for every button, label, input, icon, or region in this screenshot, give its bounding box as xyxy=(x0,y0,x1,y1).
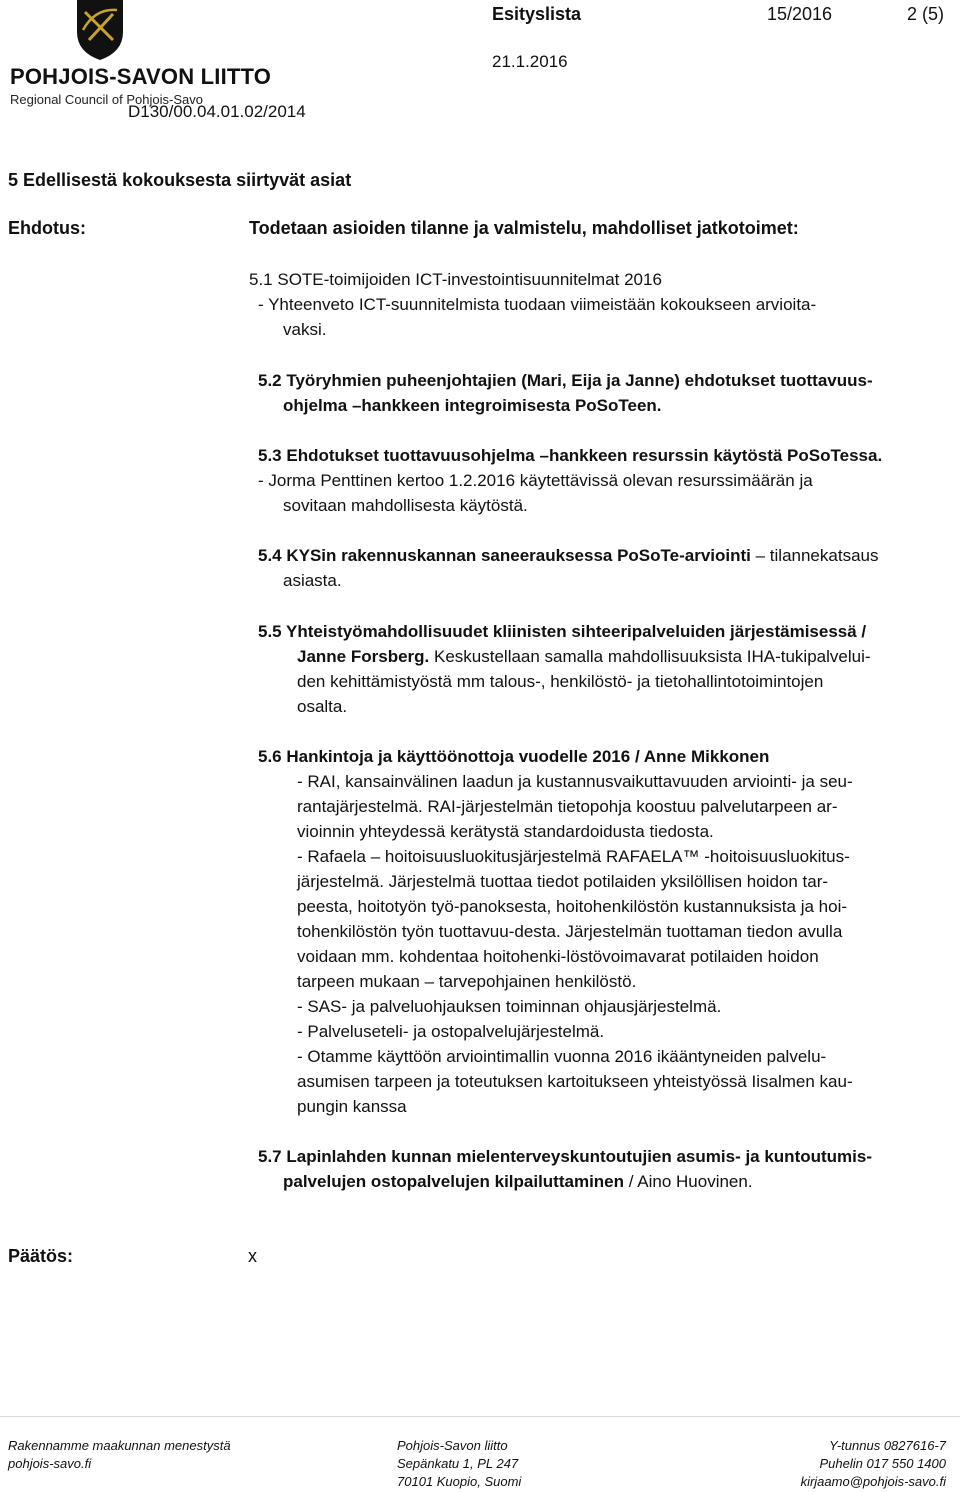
decision-value: x xyxy=(248,1246,257,1266)
item-5-4-title-bold: 5.4 KYSin rakennuskannan saneerauksessa PoSoTe-arviointi xyxy=(258,546,751,565)
footer-email: kirjaamo@pohjois-savo.fi xyxy=(800,1474,946,1489)
doc-ref: 15/2016 xyxy=(767,4,833,24)
item-5-3-line: - Jorma Penttinen kertoo 1.2.2016 käytettävissä olevan resurssimäärän ja xyxy=(258,471,813,490)
item-5-6-line: vioinnin yhteydessä kerätystä standardoidusta tiedosta. xyxy=(297,822,714,841)
item-5-6-line: asumisen tarpeen ja toteutuksen kartoitukseen yhteistyössä Iisalmen kau- xyxy=(297,1072,853,1091)
item-5-1-title: 5.1 SOTE-toimijoiden ICT-investointisuunnitelmat 2016 xyxy=(249,270,662,289)
item-5-5-line: osalta. xyxy=(297,697,348,716)
item-5-6-line: peesta, hoitotyön työ-panoksesta, hoitohenkilöstön kustannuksista ja hoi- xyxy=(297,897,848,916)
org-subtitle: Regional Council of Pohjois-Savo xyxy=(10,92,203,107)
item-5-6-line: järjestelmä. Järjestelmä tuottaa tiedot potilaiden yksilöllisen hoidon tar- xyxy=(297,872,829,891)
item-5-5-person: Janne Forsberg. xyxy=(297,647,430,666)
item-5-1-line: vaksi. xyxy=(283,320,327,339)
item-5-7-person: / Aino Huovinen. xyxy=(624,1172,753,1191)
item-5-3-title: 5.3 Ehdotukset tuottavuusohjelma –hankkeen resurssin käytöstä PoSoTessa. xyxy=(258,446,883,465)
item-5-7-title-bold: palvelujen ostopalvelujen kilpailuttaminen xyxy=(283,1172,625,1191)
org-name: POHJOIS-SAVON LIITTO xyxy=(10,64,272,89)
proposal-text: Todetaan asioiden tilanne ja valmistelu, mahdolliset jatkotoimet: xyxy=(249,218,799,238)
item-5-2-title: ohjelma –hankkeen integroimisesta PoSoTeen. xyxy=(283,396,662,415)
footer-divider xyxy=(0,1416,960,1417)
item-5-6-line: - Rafaela – hoitoisuusluokitusjärjestelmä RAFAELA™ -hoitoisuusluokitus- xyxy=(297,847,850,866)
item-5-6-line: tarpeen mukaan – tarvepohjainen henkilöstö. xyxy=(297,972,637,991)
doc-title: Esityslista xyxy=(492,4,582,24)
footer-phone: Puhelin 017 550 1400 xyxy=(819,1456,946,1471)
item-5-6-line: pungin kanssa xyxy=(297,1097,407,1116)
doc-date: 21.1.2016 xyxy=(492,52,568,71)
item-5-7-line xyxy=(283,1170,753,1194)
item-5-5-line xyxy=(297,645,871,669)
footer-address: Sepänkatu 1, PL 247 xyxy=(397,1456,519,1471)
footer-website: pohjois-savo.fi xyxy=(8,1456,92,1471)
page-number: 2 (5) xyxy=(907,4,945,24)
proposal-label: Ehdotus: xyxy=(8,218,86,238)
footer-slogan: Rakennamme maakunnan menestystä xyxy=(8,1438,231,1453)
section-title: 5 Edellisestä kokouksesta siirtyvät asiat xyxy=(8,170,352,190)
item-5-2-title: 5.2 Työryhmien puheenjohtajien (Mari, Eija ja Janne) ehdotukset tuottavuus- xyxy=(258,371,873,390)
footer-business-id: Y-tunnus 0827616-7 xyxy=(829,1438,946,1453)
item-5-3-line: sovitaan mahdollisesta käytöstä. xyxy=(283,496,528,515)
item-5-6-line: tohenkilöstön työn tuottavuu-desta. Järjestelmän tuottaman tiedon avulla xyxy=(297,922,843,941)
item-5-7-title: 5.7 Lapinlahden kunnan mielenterveyskuntoutujien asumis- ja kuntoutumis- xyxy=(258,1147,873,1166)
item-5-4-title xyxy=(258,544,878,568)
decision-label: Päätös: xyxy=(8,1246,74,1266)
item-5-6-line: rantajärjestelmä. RAI-järjestelmän tietopohja koostuu palvelutarpeen ar- xyxy=(297,797,838,816)
footer-city: 70101 Kuopio, Suomi xyxy=(397,1474,522,1489)
item-5-4-line: asiasta. xyxy=(283,571,342,590)
item-5-5-text: Keskustellaan samalla mahdollisuuksista IHA-tukipalvelui- xyxy=(429,647,871,666)
footer-org: Pohjois-Savon liitto xyxy=(397,1438,508,1453)
item-5-5-title: 5.5 Yhteistyömahdollisuudet kliinisten sihteeripalveluiden järjestämisessä / xyxy=(258,622,867,641)
doc-number: D130/00.04.01.02/2014 xyxy=(128,102,306,121)
shield-crossbow-logo-icon xyxy=(75,0,125,60)
item-5-6-line: - SAS- ja palveluohjauksen toiminnan ohjausjärjestelmä. xyxy=(297,997,722,1016)
item-5-6-title: 5.6 Hankintoja ja käyttöönottoja vuodelle 2016 / Anne Mikkonen xyxy=(258,747,770,766)
item-5-1-line: - Yhteenveto ICT-suunnitelmista tuodaan viimeistään kokoukseen arvioita- xyxy=(258,295,817,314)
item-5-6-line: voidaan mm. kohdentaa hoitohenki-löstövoimavarat potilaiden hoidon xyxy=(297,947,819,966)
item-5-4-title-rest: – tilannekatsaus xyxy=(750,546,879,565)
item-5-6-line: - RAI, kansainvälinen laadun ja kustannusvaikuttavuuden arviointi- ja seu- xyxy=(297,772,853,791)
item-5-5-line: den kehittämistyöstä mm talous-, henkilöstö- ja tietohallintotoimintojen xyxy=(297,672,824,691)
item-5-6-line: - Otamme käyttöön arviointimallin vuonna 2016 ikääntyneiden palvelu- xyxy=(297,1047,827,1066)
item-5-6-line: - Palveluseteli- ja ostopalvelujärjestelmä. xyxy=(297,1022,605,1041)
